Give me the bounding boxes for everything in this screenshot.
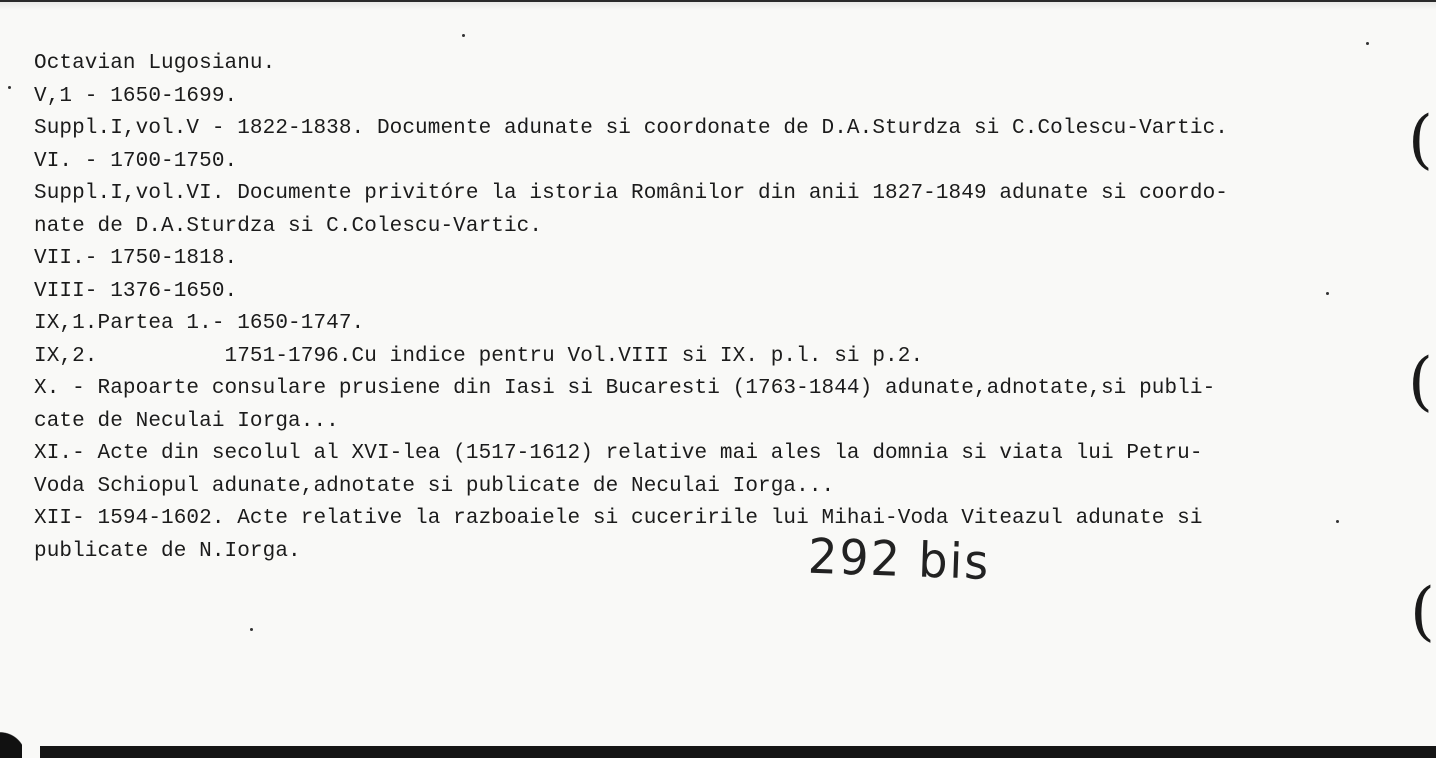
card-line-suppl-6-cont: nate de D.A.Sturdza si C.Colescu-Vartic. [34, 214, 543, 238]
card-line-volume-11-cont: Voda Schiopul adunate,adnotate si publicate de Neculai Iorga... [34, 474, 835, 498]
scan-speck [8, 86, 11, 89]
card-line-volume-5: V,1 - 1650-1699. [34, 84, 238, 108]
card-line-volume-6: VI. - 1700-1750. [34, 149, 238, 173]
scan-speck [250, 628, 253, 631]
card-line-author: Octavian Lugosianu. [34, 52, 276, 75]
scan-speck [1366, 42, 1369, 45]
typed-text-block [34, 48, 1394, 568]
handwritten-shelfmark: 292 bis [807, 527, 992, 591]
card-line-volume-12: XII- 1594-1602. Acte relative la razboaiele si cuceririle lui Mihai-Voda Viteazul adunate si [34, 507, 1203, 530]
card-line-volume-9-1: IX,1.Partea 1.- 1650-1747. [34, 312, 365, 335]
card-top-edge [0, 0, 1436, 10]
scan-speck [1326, 292, 1329, 295]
card-line-volume-10-cont: cate de Neculai Iorga... [34, 409, 339, 433]
scan-corner-mark [0, 722, 22, 758]
scan-speck [462, 34, 465, 37]
card-bottom-edge [40, 746, 1436, 758]
card-line-volume-11: XI.- Acte din secolul al XVI-lea (1517-1612) relative mai ales la domnia si viata lui Petru- [34, 442, 1203, 465]
punch-hole-mark-icon: ( [1408, 345, 1433, 419]
card-line-volume-12-cont: publicate de N.Iorga. [34, 539, 301, 563]
card-line-suppl-5: Suppl.I,vol.V - 1822-1838. Documente adunate si coordonate de D.A.Sturdza si C.Colescu-Vartic. [34, 117, 1228, 140]
card-line-volume-10: X. - Rapoarte consulare prusiene din Iasi si Bucaresti (1763-1844) adunate,adnotate,si publi- [34, 377, 1216, 400]
scan-speck [1336, 520, 1339, 523]
card-line-volume-8: VIII- 1376-1650. [34, 279, 238, 303]
card-line-volume-9-2: IX,2. 1751-1796.Cu indice pentru Vol.VIII si IX. p.l. si p.2. [34, 344, 924, 368]
card-line-volume-7: VII.- 1750-1818. [34, 247, 238, 270]
card-line-suppl-6: Suppl.I,vol.VI. Documente privitóre la istoria Românilor din anii 1827-1849 adunate si coordo- [34, 182, 1228, 205]
punch-hole-mark-icon: ( [1408, 103, 1433, 177]
punch-hole-mark-icon: ( [1410, 575, 1435, 649]
